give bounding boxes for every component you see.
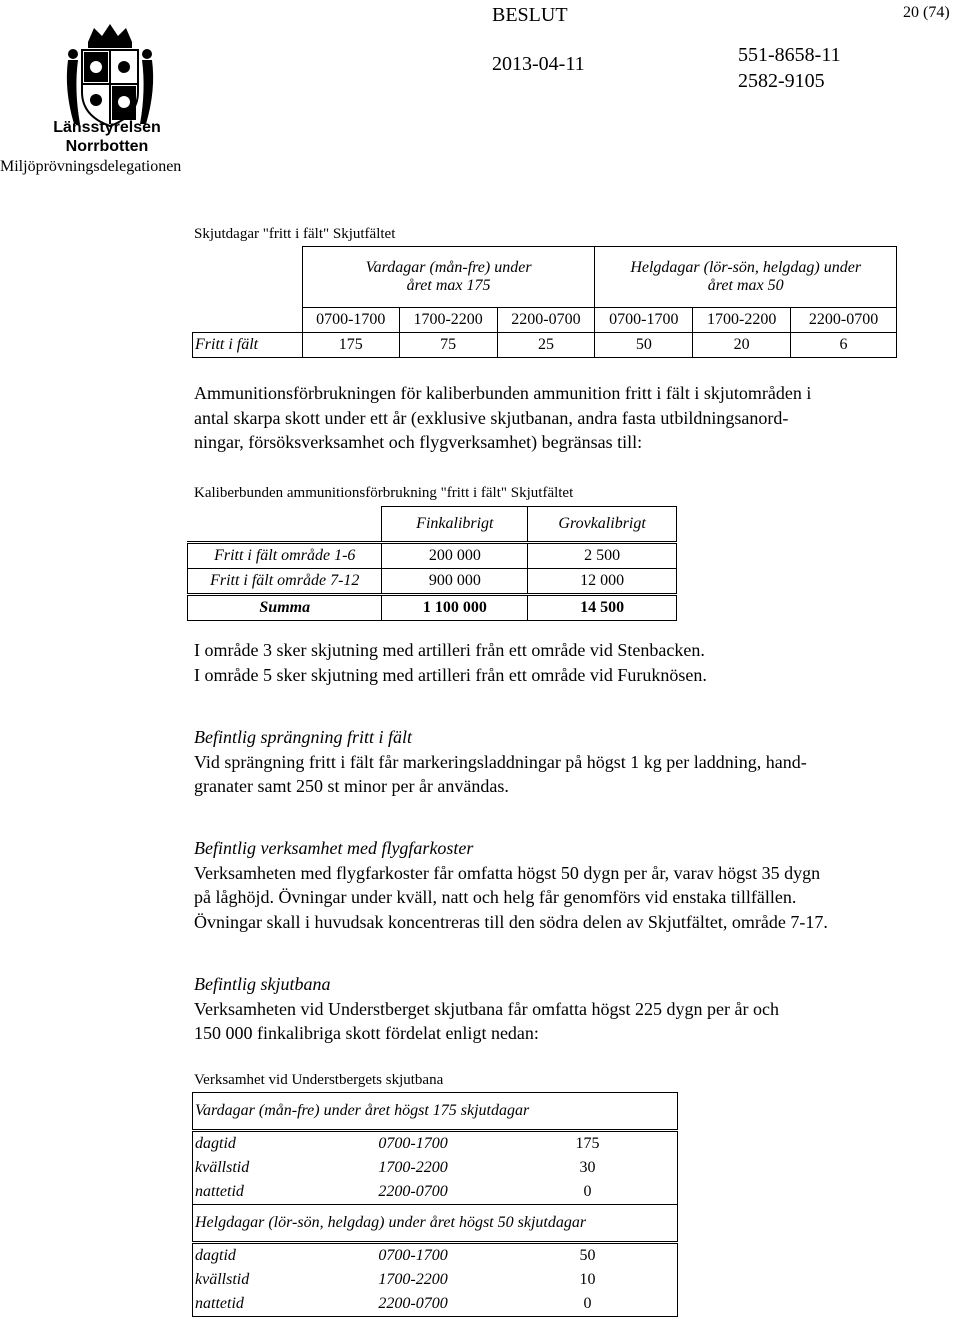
table-cell: 6 [791,333,897,358]
row-label: Fritt i fält [193,333,303,358]
time-cell: 0700-1700 [328,1131,498,1157]
row-label: dagtid [193,1131,329,1157]
table-cell: 200 000 [382,543,528,569]
table-cell: 12 000 [528,569,677,595]
table-cell: 175 [302,333,399,358]
weekday-group-line-2: året max 175 [302,277,595,308]
ammunition-paragraph [194,381,954,455]
artillery-paragraph [194,638,954,687]
ammunition-table [187,506,677,621]
table3-caption: Verksamhet vid Understbergets skjutbana [194,1072,444,1088]
column-header: Finkalibrigt [382,507,528,543]
time-header: 2200-0700 [497,308,595,333]
table-cell: 900 000 [382,569,528,595]
section-shooting-range [194,972,954,1046]
paragraph-line: Verksamheten med flygfarkoster får omfatta högst 50 dygn per år, varav högst 35 dygn [194,862,821,883]
org-logo-line-1: Länsstyrelsen [53,119,161,136]
weekday-group-line-1: Vardagar (mån-fre) under [365,259,532,276]
paragraph-line: antal skarpa skott under ett år (exklusive skjutbanan, andra fasta utbildningsanord- [194,407,789,428]
row-label: nattetid [193,1292,329,1317]
weekday-group-header [302,247,595,278]
time-cell: 1700-2200 [378,1271,448,1288]
table-cell: 2 500 [528,543,677,569]
table-cell: 50 [595,333,693,358]
table2-caption: Kaliberbunden ammunitionsförbrukning "fritt i fält" Skjutfältet [194,485,574,501]
table-cell: 175 [498,1131,678,1157]
doc-date: 2013-04-11 [492,53,585,75]
holiday-group-header [595,247,897,278]
row-label: Fritt i fält område 1-6 [188,543,382,569]
org-logo-line-2: Norrbotten [65,138,149,155]
section-aircraft [194,836,960,934]
paragraph-line: I område 5 sker skjutning med artilleri från ett område vid Furuknösen. [194,664,707,685]
paragraph-line: ningar, försöksverksamhet och flygverksamhet) begränsas till: [194,432,643,452]
paragraph-line: Verksamheten vid Understberget skjutbana får omfatta högst 225 dygn per år och [194,998,779,1019]
table-cell: 50 [498,1243,678,1269]
time-header: 0700-1700 [595,308,693,333]
time-header: 2200-0700 [791,308,897,333]
time-header: 1700-2200 [399,308,497,333]
holiday-group-line-1: Helgdagar (lör-sön, helgdag) under [630,259,862,276]
holiday-section-header: Helgdagar (lör-sön, helgdag) under året högst 50 skjutdagar [193,1205,678,1243]
time-header: 0700-1700 [302,308,399,333]
shooting-days-table [192,246,897,358]
paragraph-line: I område 3 sker skjutning med artilleri från ett område vid Stenbacken. [194,640,705,660]
paragraph-line: Vid sprängning fritt i fält får markeringsladdningar på högst 1 kg per laddning, hand- [194,751,807,772]
table1-caption: Skjutdagar "fritt i fält" Skjutfältet [194,226,396,242]
time-cell: 0700-1700 [328,1243,498,1269]
row-label: kvällstid [193,1268,329,1292]
holiday-group-line-2: året max 50 [595,277,897,308]
org-logo-text [52,118,162,156]
time-cell: 2200-0700 [328,1292,498,1317]
paragraph-line: 150 000 finkalibriga skott fördelat enligt nedan: [194,1023,539,1043]
row-label: kvällstid [193,1156,329,1180]
table-cell: 10 [498,1268,678,1292]
paragraph-line: Övningar skall i huvudsak koncentreras till den södra delen av Skjutfältet, område 7-17. [194,911,828,932]
table-cell: 30 [498,1156,678,1180]
table-cell: 25 [497,333,595,358]
table-cell: 20 [693,333,791,358]
section-heading: Befintlig skjutbana [194,974,331,994]
time-cell: 1700-2200 [378,1159,448,1176]
paragraph-line: granater samt 250 st minor per år användas. [194,776,509,796]
sum-label: Summa [188,595,382,621]
column-header: Grovkalibrigt [528,507,677,543]
row-label: Fritt i fält område 7-12 [188,569,382,595]
weekday-section-header: Vardagar (mån-fre) under året högst 175 skjutdagar [193,1093,678,1131]
paragraph-line: på låghöjd. Övningar under kväll, natt och helg får genomförs vid enstaka tillfällen. [194,887,797,907]
table-cell: 0 [498,1180,678,1205]
delegation-name: Miljöprövningsdelegationen [0,158,182,175]
case-number-1: 551-8658-11 [738,44,841,66]
section-heading: Befintlig verksamhet med flygfarkoster [194,838,474,858]
section-heading: Befintlig sprängning fritt i fält [194,727,413,747]
shooting-range-table [192,1092,678,1317]
case-number-2: 2582-9105 [738,70,825,92]
page-number: 20 (74) [903,4,950,21]
row-label: dagtid [193,1243,329,1269]
paragraph-line: Ammunitionsförbrukningen för kaliberbunden ammunition fritt i fält i skjutområden i [194,383,812,403]
sum-cell: 1 100 000 [382,595,528,621]
doc-type: BESLUT [492,4,568,26]
time-cell: 2200-0700 [328,1180,498,1205]
row-label: nattetid [193,1180,329,1205]
sum-cell: 14 500 [528,595,677,621]
time-header: 1700-2200 [693,308,791,333]
table-cell: 75 [399,333,497,358]
table-cell: 0 [498,1292,678,1317]
section-blasting [194,725,954,799]
